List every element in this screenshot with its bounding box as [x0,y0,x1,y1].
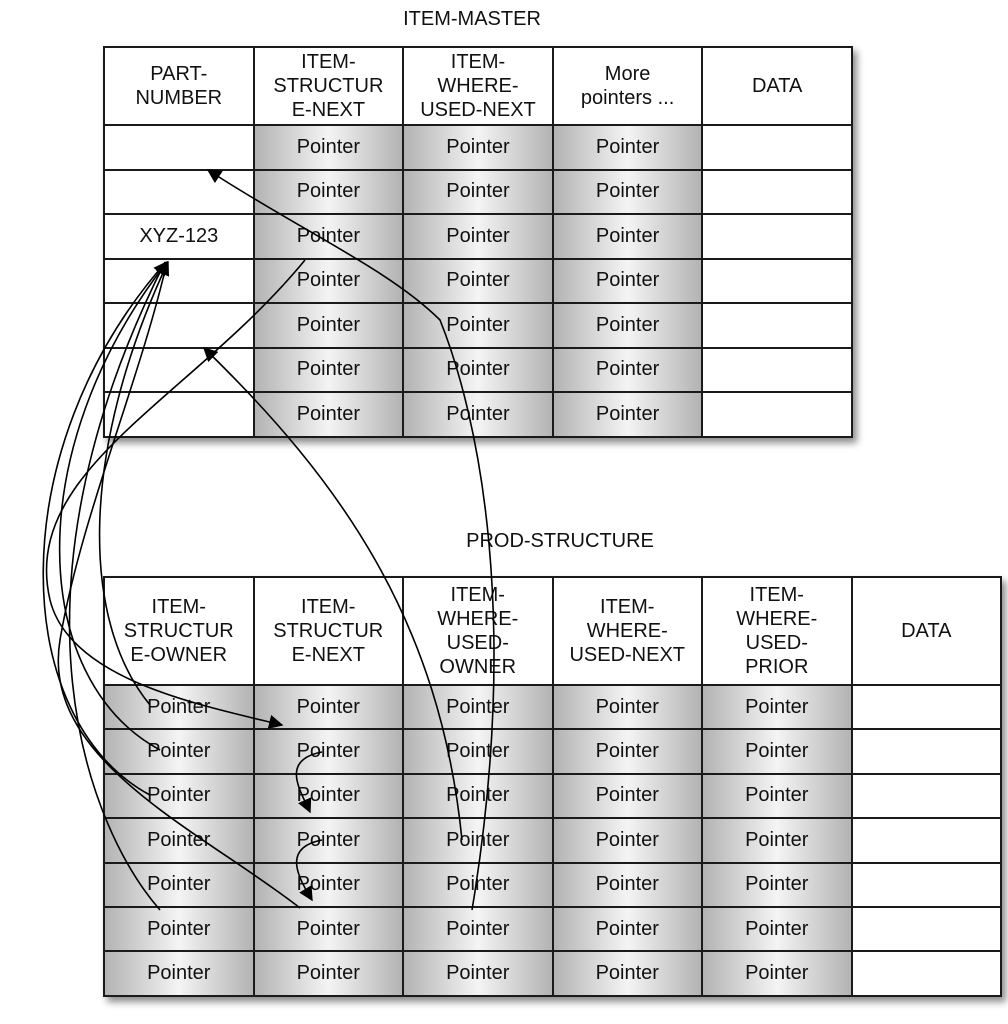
prod-structure-cell [852,729,1002,773]
item-master-cell: Pointer [254,214,404,259]
table-row [104,729,1001,773]
item-master-header: ITEM- STRUCTUR E-NEXT [254,47,404,125]
item-master-cell [104,125,254,170]
prod-structure-cell: Pointer [254,685,404,729]
prod-structure-cell: Pointer [553,907,703,951]
item-master-cell: Pointer [553,259,703,304]
prod-structure-cell [852,818,1002,862]
item-master-cell [702,125,852,170]
item-master-cell: Pointer [553,303,703,348]
item-master-cell [702,392,852,437]
prod-structure-cell: Pointer [403,729,553,773]
prod-structure-cell: Pointer [254,729,404,773]
prod-structure-cell: Pointer [104,907,254,951]
table-row [104,303,852,348]
table-row [104,392,852,437]
item-master-cell: Pointer [254,303,404,348]
item-master-cell: Pointer [254,392,404,437]
prod-structure-cell: Pointer [104,729,254,773]
item-master-header: PART- NUMBER [104,47,254,125]
item-master-cell [702,348,852,393]
item-master-cell: Pointer [403,170,553,215]
item-master-header: More pointers ... [553,47,703,125]
prod-structure-cell [852,907,1002,951]
prod-structure-header: ITEM- WHERE- USED- OWNER [403,577,553,685]
item-master-cell: Pointer [553,170,703,215]
prod-structure-cell: Pointer [702,729,852,773]
item-master-cell: Pointer [403,303,553,348]
prod-structure-cell: Pointer [403,774,553,818]
prod-structure-cell: Pointer [702,774,852,818]
prod-structure-cell: Pointer [254,774,404,818]
prod-structure-cell: Pointer [702,951,852,995]
item-master-cell: Pointer [553,348,703,393]
table-row [104,170,852,215]
prod-structure-cell: Pointer [702,818,852,862]
prod-structure-cell: Pointer [104,818,254,862]
prod-structure-cell: Pointer [553,863,703,907]
prod-structure-cell: Pointer [104,951,254,995]
prod-structure-cell: Pointer [702,685,852,729]
item-master-cell: Pointer [403,259,553,304]
item-master-cell [104,392,254,437]
prod-structure-cell: Pointer [553,818,703,862]
prod-structure-cell: Pointer [254,863,404,907]
table-row [104,214,852,259]
prod-structure-cell: Pointer [254,818,404,862]
item-master-cell [104,348,254,393]
prod-structure-header: ITEM- WHERE- USED- PRIOR [702,577,852,685]
prod-structure-cell: Pointer [553,774,703,818]
item-master-title: ITEM-MASTER [403,8,541,30]
item-master-cell: Pointer [254,125,404,170]
prod-structure-cell: Pointer [403,951,553,995]
item-master-cell [702,303,852,348]
prod-structure-header: ITEM- WHERE- USED-NEXT [553,577,703,685]
item-master-cell: Pointer [553,392,703,437]
item-master-cell: Pointer [403,348,553,393]
item-master-cell: Pointer [254,348,404,393]
table-row [104,907,1001,951]
prod-structure-cell: Pointer [403,818,553,862]
prod-structure-cell: Pointer [553,951,703,995]
prod-structure-cell: Pointer [104,774,254,818]
item-master-table [103,46,853,438]
prod-structure-cell: Pointer [254,907,404,951]
prod-structure-title: PROD-STRUCTURE [466,530,654,552]
prod-structure-cell: Pointer [403,863,553,907]
item-master-header: ITEM- WHERE- USED-NEXT [403,47,553,125]
table-row [104,348,852,393]
prod-structure-header: ITEM- STRUCTUR E-OWNER [104,577,254,685]
prod-structure-cell: Pointer [254,951,404,995]
prod-structure-cell [852,863,1002,907]
item-master-cell: Pointer [553,125,703,170]
item-master-cell: Pointer [553,214,703,259]
prod-structure-cell: Pointer [553,685,703,729]
table-row [104,685,1001,729]
prod-structure-cell: Pointer [702,907,852,951]
table-row [104,125,852,170]
item-master-cell: Pointer [254,259,404,304]
prod-structure-cell: Pointer [702,863,852,907]
item-master-cell: XYZ-123 [104,214,254,259]
item-master-cell [104,303,254,348]
item-master-cell [702,214,852,259]
prod-structure-cell [852,774,1002,818]
table-row [104,774,1001,818]
prod-structure-cell [852,685,1002,729]
prod-structure-table [103,576,1002,997]
item-master-cell [702,170,852,215]
item-master-cell: Pointer [403,125,553,170]
prod-structure-cell: Pointer [403,907,553,951]
table-row [104,951,1001,995]
item-master-cell [104,170,254,215]
prod-structure-header: DATA [852,577,1002,685]
prod-structure-cell: Pointer [104,685,254,729]
item-master-cell: Pointer [403,214,553,259]
prod-structure-cell: Pointer [553,729,703,773]
item-master-cell [104,259,254,304]
item-master-cell [702,259,852,304]
item-master-cell: Pointer [403,392,553,437]
prod-structure-cell [852,951,1002,995]
item-master-cell: Pointer [254,170,404,215]
prod-structure-cell: Pointer [104,863,254,907]
table-row [104,259,852,304]
item-master-header: DATA [702,47,852,125]
prod-structure-cell: Pointer [403,685,553,729]
table-row [104,863,1001,907]
prod-structure-header: ITEM- STRUCTUR E-NEXT [254,577,404,685]
table-row [104,818,1001,862]
